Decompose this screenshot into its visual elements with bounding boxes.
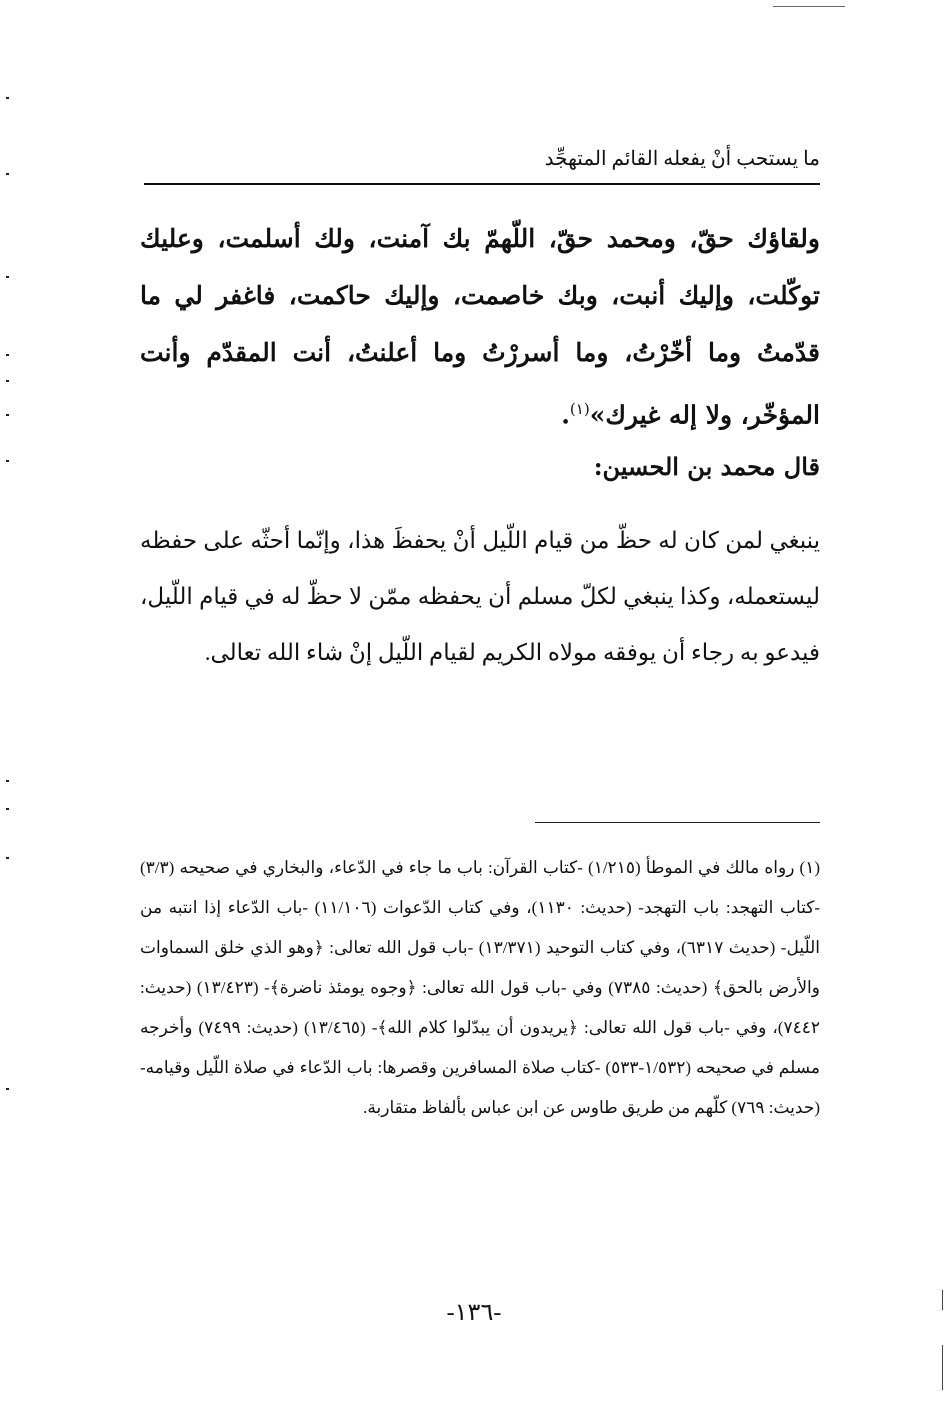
- body-paragraph: ينبغي لمن كان له حظّ من قيام اللّيل أنْ يحفظَ هذا، وإنّما أحثّه على حفظه ليستعمله، وكذا ينبغي لكلّ مسلم أن يحفظه ممّن لا حظّ له في قيام اللّيل، فيدعو به رجاء أن يوفقه مولاه الكريم لقيام اللّيل إنْ شاء الله تعالى.: [140, 528, 820, 665]
- scan-mark: [6, 276, 9, 278]
- supplication-text: [140, 210, 820, 443]
- scan-mark: [6, 97, 9, 99]
- supplication-ending: .: [561, 400, 570, 430]
- scan-mark: [6, 808, 9, 810]
- scan-mark: [6, 354, 9, 356]
- footnote: (١) رواه مالك في الموطأ (١/٢١٥) -كتاب القرآن: باب ما جاء في الدّعاء، والبخاري في صحيحه (٣/٣) -كتاب التهجد: باب التهجد- (حديث: ١١٣٠)، وفي كتاب الدّعوات (١١/١٠٦) -باب الدّعاء إذا انتبه من اللّيل- (حديث ٦٣١٧)، وفي كتاب التوحيد (١٣/٣٧١) -باب قول الله تعالى: ﴿وهو الذي خلق السماوات والأرض بالحق﴾ (حديث: ٧٣٨٥) وفي -باب قول الله تعالى: ﴿وجوه يومئذ ناضرة﴾- (١٣/٤٢٣) (حديث: ٧٤٤٢)، وفي -باب قول الله تعالى: ﴿يريدون أن يبدّلوا كلام الله﴾- (١٣/٤٦٥) (حديث: ٧٤٩٩) وأخرجه مسلم في صحيحه (١/٥٣٢-٥٣٣) -كتاب صلاة المسافرين وقصرها: باب الدّعاء في صلاة اللّيل وقيامه- (حديث: ٧٦٩) كلّهم من طريق طاوس عن ابن عباس بألفاظ متقاربة.: [140, 858, 821, 1117]
- running-head: ما يستحب أنْ يفعله القائم المتهجِّد: [544, 148, 820, 170]
- scan-mark: [6, 857, 9, 859]
- footnote-separator: [535, 822, 820, 823]
- top-edge-rule: [773, 6, 845, 7]
- footnote-reference: (١): [569, 400, 590, 418]
- scan-mark: [6, 780, 9, 782]
- right-edge-mark: [942, 1345, 943, 1390]
- scan-mark: [6, 380, 9, 382]
- section-heading: قال محمد بن الحسين:: [593, 452, 820, 481]
- scan-mark: [6, 173, 9, 175]
- supplication-body: ولقاؤك حقّ، ومحمد حقّ، اللّهمّ بك آمنت، ولك أسلمت، وعليك توكّلت، وإليك أنبت، وبك خاصمت، وإليك حاكمت، فاغفر لي ما قدّمتُ وما أخّرْتُ، وما أسررْتُ وما أعلنتُ، أنت المقدّم وأنت المؤخّر، ولا إله غيرك»: [140, 224, 820, 430]
- left-margin-scan-marks: [0, 0, 14, 1403]
- page-number: -١٣٦-: [446, 1300, 502, 1326]
- header-rule: [144, 183, 820, 185]
- scan-mark: [6, 414, 9, 416]
- scan-mark: [6, 460, 9, 462]
- scan-mark: [6, 1088, 9, 1090]
